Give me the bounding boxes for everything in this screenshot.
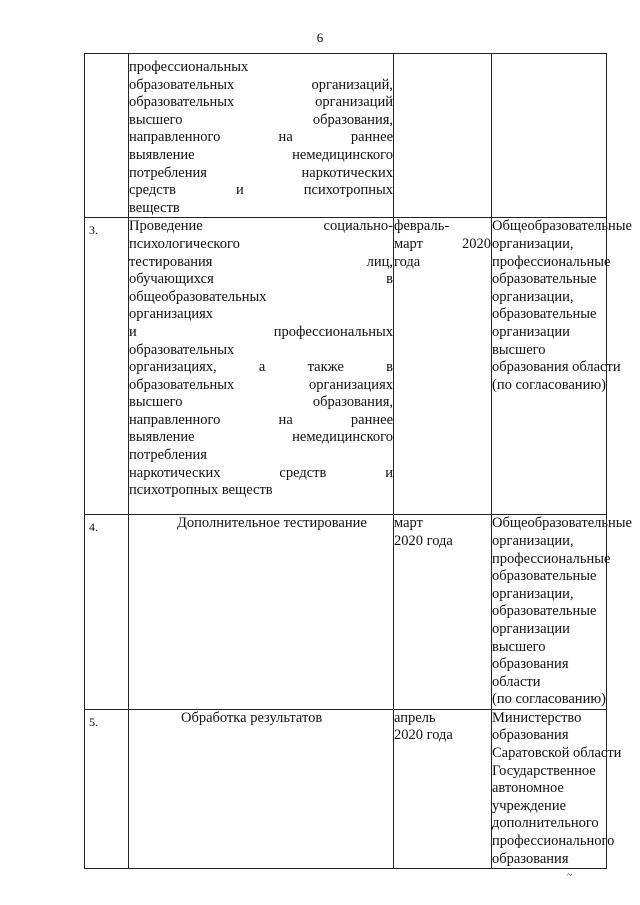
- responsible-line: Общеобразовательные: [492, 218, 632, 235]
- date-line: февраль-: [394, 218, 450, 235]
- date-line: года: [394, 253, 421, 270]
- table-row-continuation: [85, 54, 607, 218]
- row-number: 4.: [85, 515, 129, 710]
- activity-line: высшего образования,: [129, 111, 393, 128]
- date-cell: [394, 218, 492, 515]
- activity-line: образовательных: [129, 341, 235, 358]
- activity-line: потребления наркотических: [129, 164, 393, 181]
- responsible-line: образования: [492, 727, 569, 744]
- date-line: 2020 года: [394, 532, 453, 549]
- number-cell: [85, 54, 129, 218]
- responsible-line: организации,: [492, 288, 574, 305]
- activity-table: [84, 53, 632, 869]
- activity-line: Проведение социально-: [129, 218, 393, 235]
- activity-line: образовательных организациях: [129, 376, 393, 393]
- date-line: март 2020: [394, 235, 491, 252]
- activity-line: средств и психотропных: [129, 182, 393, 199]
- responsible-line: дополнительного: [492, 815, 599, 832]
- page-number: 6: [316, 30, 324, 45]
- activity-cell: [129, 218, 394, 515]
- activity-line: направленного на раннее: [129, 129, 393, 146]
- activity-line: образовательных организаций,: [129, 76, 393, 93]
- activity-cell: [129, 54, 394, 218]
- activity-line: наркотических средств и: [129, 464, 393, 481]
- activity-line: профессиональных: [129, 59, 249, 75]
- activity-line: выявление немедицинского: [129, 429, 393, 446]
- activity-line: выявление немедицинского: [129, 146, 393, 163]
- responsible-line: Государственное: [492, 762, 596, 779]
- date-line: 2020 года: [394, 727, 453, 744]
- activity-line: Обработка результатов: [181, 709, 323, 726]
- responsible-cell: [492, 218, 632, 515]
- responsible-line: автономное: [492, 780, 564, 797]
- date-line: март: [394, 515, 423, 532]
- responsible-line: образовательные: [492, 603, 597, 620]
- responsible-line: организации,: [492, 532, 574, 549]
- responsible-line: организации высшего: [492, 620, 570, 655]
- activity-cell: [129, 709, 394, 868]
- responsible-line: учреждение: [492, 797, 567, 814]
- activity-line: образовательных организаций: [129, 94, 393, 111]
- responsible-line: образовательные: [492, 568, 597, 585]
- responsible-line: профессионального: [492, 833, 615, 850]
- date-cell: [394, 709, 492, 868]
- table-row: [85, 218, 607, 515]
- responsible-line: Общеобразовательные: [492, 515, 632, 532]
- row-number: 3.: [85, 218, 129, 515]
- responsible-line: образовательные: [492, 271, 597, 288]
- activity-line: Дополнительное тестирование: [177, 515, 367, 532]
- activity-line: общеобразовательных: [129, 288, 267, 305]
- responsible-line: профессиональные: [492, 550, 611, 567]
- date-cell: [394, 54, 492, 218]
- activity-line: веществ: [129, 199, 180, 216]
- responsible-line: организации,: [492, 585, 574, 602]
- activity-line: тестирования лиц,: [129, 253, 393, 270]
- table-row: [85, 709, 607, 868]
- responsible-cell: [492, 54, 607, 218]
- responsible-line: (по согласованию): [492, 376, 606, 393]
- activity-line: психотропных веществ: [129, 482, 273, 499]
- activity-cell: [129, 515, 394, 710]
- responsible-line: образования области: [492, 656, 569, 690]
- row-number: 5.: [85, 709, 129, 868]
- responsible-line: профессиональные: [492, 253, 611, 270]
- responsible-line: образования области: [492, 359, 621, 376]
- activity-line: направленного на раннее: [129, 411, 393, 428]
- activity-line: обучающихся в: [129, 271, 393, 288]
- margin-mark: ~: [567, 870, 573, 881]
- responsible-line: Министерство: [492, 709, 582, 726]
- responsible-line: организации высшего: [492, 323, 570, 358]
- responsible-line: образовательные: [492, 306, 597, 323]
- date-cell: [394, 515, 492, 710]
- activity-line: психологического: [129, 235, 240, 252]
- activity-line: организациях, а также в: [129, 359, 393, 376]
- responsible-cell: [492, 709, 622, 868]
- activity-line: и профессиональных: [129, 323, 393, 340]
- responsible-line: образования: [492, 850, 569, 867]
- responsible-cell: [492, 515, 632, 710]
- date-line: апрель: [394, 709, 436, 726]
- activity-line: организациях: [129, 306, 214, 323]
- activity-line: высшего образования,: [129, 394, 393, 411]
- responsible-line: (по согласованию): [492, 691, 606, 708]
- responsible-line: организации,: [492, 235, 574, 252]
- activity-line: потребления: [129, 447, 207, 464]
- responsible-line: Саратовской области: [492, 745, 622, 762]
- table-row: [85, 515, 607, 710]
